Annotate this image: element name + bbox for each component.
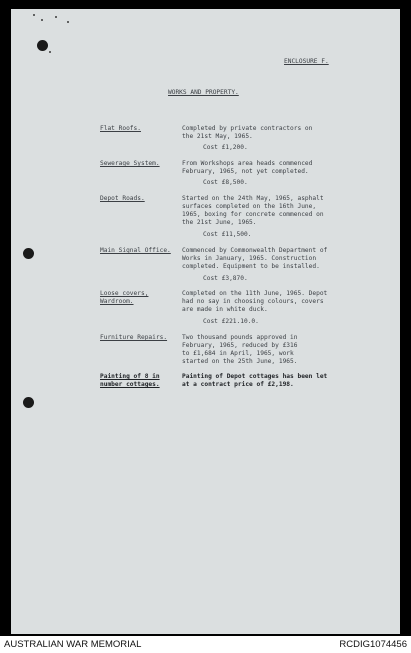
- punch-hole: [37, 40, 48, 51]
- item-description: completed. Equipment to be installed.: [182, 263, 320, 270]
- item-cost: Cost £11,500.: [203, 231, 252, 238]
- item-description: to £1,684 in April, 1965, work: [182, 350, 294, 357]
- item-description: From Workshops area heads commenced: [182, 160, 313, 167]
- item-description: Works in January, 1965. Construction: [182, 255, 317, 262]
- page-heading: WORKS AND PROPERTY.: [168, 89, 239, 96]
- item-cost: Cost £1,200.: [203, 144, 248, 151]
- item-description: surfaces completed on the 16th June,: [182, 203, 317, 210]
- item-description: at a contract price of £2,198.: [182, 381, 294, 388]
- document-page: [11, 9, 400, 634]
- enclosure-label: ENCLOSURE F.: [284, 58, 329, 65]
- item-description: Completed on the 11th June, 1965. Depot: [182, 290, 328, 297]
- item-cost: Cost £221.10.0.: [203, 318, 259, 325]
- paper-speck: [49, 51, 51, 53]
- item-title: Painting of 8 in: [100, 373, 160, 380]
- item-description: Started on the 24th May, 1965, asphalt: [182, 195, 324, 202]
- footer-source: AUSTRALIAN WAR MEMORIAL: [4, 639, 142, 650]
- paper-speck: [55, 16, 57, 18]
- item-description: started on the 25th June, 1965.: [182, 358, 298, 365]
- paper-speck: [33, 14, 35, 16]
- item-description: February, 1965, reduced by £316: [182, 342, 298, 349]
- punch-hole: [23, 248, 34, 259]
- item-description: are made in white duck.: [182, 306, 268, 313]
- item-title: Depot Roads.: [100, 195, 145, 202]
- item-description: the 21st June, 1965.: [182, 219, 257, 226]
- item-title: Furniture Repairs.: [100, 334, 168, 341]
- item-description: Painting of Depot cottages has been let: [182, 373, 328, 380]
- paper-speck: [41, 19, 43, 21]
- item-description: had no say in choosing colours, covers: [182, 298, 324, 305]
- footer-record-id: RCDIG1074456: [339, 639, 407, 650]
- item-description: Completed by private contractors on: [182, 125, 313, 132]
- item-title: Flat Roofs.: [100, 125, 141, 132]
- item-description: 1965, boxing for concrete commenced on: [182, 211, 324, 218]
- item-cost: Cost £3,870.: [203, 275, 248, 282]
- item-title: number cottages.: [100, 381, 160, 388]
- item-cost: Cost £8,500.: [203, 179, 248, 186]
- item-title: Main Signal Office.: [100, 247, 171, 254]
- item-description: February, 1965, not yet completed.: [182, 168, 309, 175]
- item-description: Commenced by Commonwealth Department of: [182, 247, 328, 254]
- paper-speck: [67, 21, 69, 23]
- punch-hole: [23, 397, 34, 408]
- item-description: the 21st May, 1965.: [182, 133, 253, 140]
- item-title: Loose covers,: [100, 290, 149, 297]
- item-description: Two thousand pounds approved in: [182, 334, 298, 341]
- item-title: Sewerage System.: [100, 160, 160, 167]
- archive-footer: [0, 636, 411, 653]
- item-title: Wardroom.: [100, 298, 134, 305]
